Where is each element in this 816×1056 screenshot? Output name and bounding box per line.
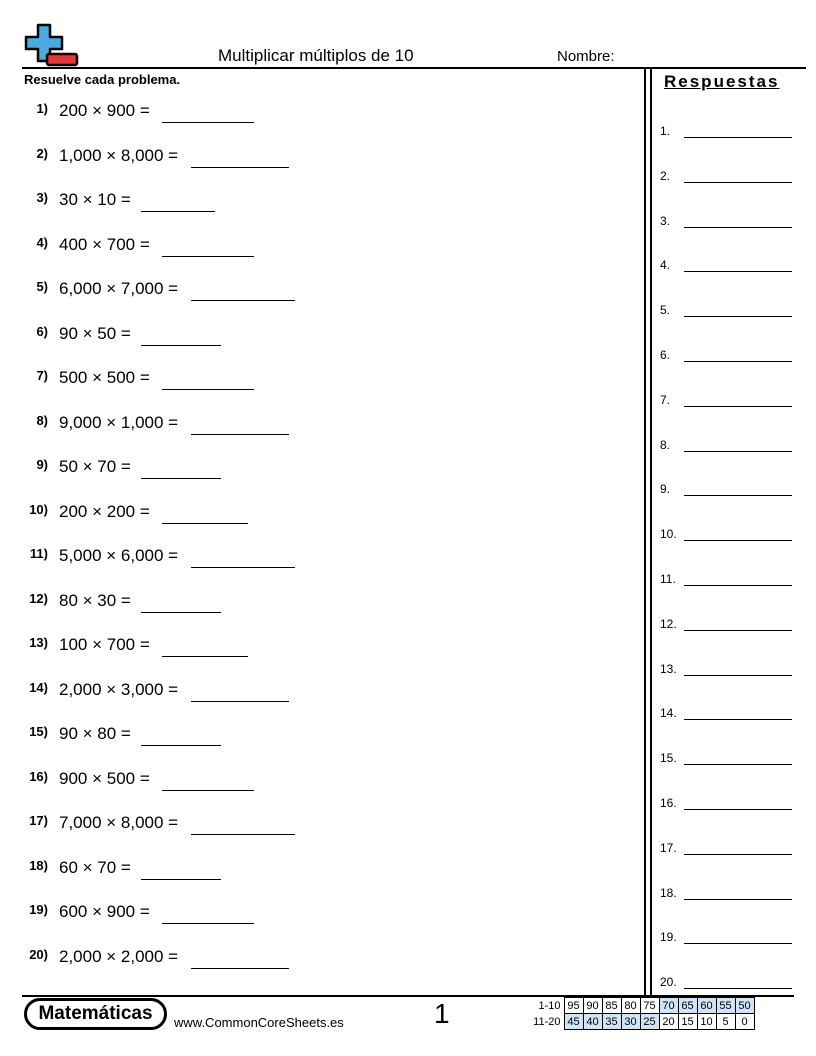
- problem-number: 17): [29, 813, 48, 828]
- answer-number: 11.: [660, 572, 676, 586]
- answer-blank[interactable]: [141, 345, 221, 346]
- problem-expression: 600 × 900 =: [59, 902, 150, 921]
- answer-blank[interactable]: [162, 389, 254, 390]
- answer-blank[interactable]: [162, 256, 254, 257]
- score-cell: 75: [640, 998, 659, 1014]
- answer-number: 9.: [660, 482, 671, 497]
- answer-column-divider: [644, 68, 646, 996]
- problem-expression: 100 × 700 =: [59, 635, 150, 654]
- answer-number: 3.: [660, 213, 671, 228]
- answer-item: [660, 617, 794, 633]
- problem-expression: 1,000 × 8,000 =: [59, 145, 179, 165]
- problem-number: 12): [29, 590, 48, 606]
- problem-expression: 400 × 700 =: [59, 234, 150, 254]
- problem-item: [24, 546, 624, 572]
- score-cell: 5: [716, 1014, 735, 1030]
- problem-number: 3): [36, 190, 48, 205]
- answer-number: 4.: [660, 258, 671, 273]
- problem-expression: 80 × 30 =: [59, 590, 131, 610]
- answer-item: [660, 303, 794, 319]
- answer-item: [660, 886, 794, 902]
- answer-blank[interactable]: [141, 879, 221, 880]
- answer-blank[interactable]: [162, 122, 254, 123]
- answer-line[interactable]: [684, 540, 792, 541]
- answer-line[interactable]: [684, 943, 792, 944]
- problem-number: 20): [29, 946, 48, 962]
- problem-item: [24, 591, 624, 617]
- answer-number: 10.: [660, 527, 677, 542]
- problem-item: [24, 146, 624, 172]
- answer-blank[interactable]: [162, 790, 254, 791]
- problem-expression: 2,000 × 3,000 =: [59, 679, 179, 699]
- answer-blank[interactable]: [162, 523, 248, 524]
- problem-item: [24, 279, 624, 305]
- problem-number: 6): [36, 323, 48, 339]
- problem-number: 10): [29, 501, 48, 517]
- answer-item: [660, 572, 794, 588]
- answer-number: 13.: [660, 661, 677, 676]
- problem-number: 16): [29, 768, 48, 784]
- problem-item: [24, 413, 624, 439]
- problem-number: 19): [29, 902, 48, 917]
- score-cell: 60: [697, 998, 716, 1014]
- problem-number: 5): [36, 279, 48, 294]
- instructions: Resuelve cada problema.: [24, 72, 181, 87]
- answer-blank[interactable]: [191, 834, 295, 835]
- score-cell: 10: [697, 1014, 716, 1030]
- header-divider: [22, 67, 806, 69]
- problem-item: [24, 680, 624, 706]
- answer-line[interactable]: [684, 630, 792, 631]
- answer-item: [660, 975, 794, 991]
- answer-line[interactable]: [684, 495, 792, 496]
- problem-expression: 200 × 900 =: [59, 101, 150, 120]
- problem-number: 1): [36, 101, 48, 116]
- answer-line[interactable]: [684, 899, 792, 900]
- answer-blank[interactable]: [191, 300, 295, 301]
- answer-item: [660, 169, 794, 185]
- score-cell: 25: [640, 1014, 659, 1030]
- problem-item: [24, 724, 624, 750]
- problem-item: [24, 190, 624, 216]
- score-cell: 35: [602, 1014, 621, 1030]
- problem-item: [24, 324, 624, 350]
- problem-item: [24, 947, 624, 973]
- answer-item: [660, 706, 794, 722]
- answer-line[interactable]: [684, 764, 792, 765]
- problem-number: 13): [29, 635, 48, 650]
- answer-number: 19.: [660, 930, 677, 945]
- problem-number: 4): [36, 234, 48, 250]
- score-cell: 85: [602, 998, 621, 1014]
- answer-line[interactable]: [684, 719, 792, 720]
- problem-expression: 5,000 × 6,000 =: [59, 546, 179, 565]
- answer-line[interactable]: [684, 361, 792, 362]
- problem-expression: 2,000 × 2,000 =: [59, 946, 179, 966]
- answer-line[interactable]: [684, 854, 792, 855]
- answer-item: [660, 527, 794, 543]
- score-cell: 50: [735, 998, 754, 1014]
- score-cell: 55: [716, 998, 735, 1014]
- problem-item: [24, 902, 624, 928]
- problem-number: 14): [29, 679, 48, 695]
- answer-item: [660, 841, 794, 857]
- answer-number: 20.: [660, 975, 677, 990]
- score-cell: 0: [735, 1014, 754, 1030]
- answer-blank[interactable]: [191, 701, 289, 702]
- problem-number: 2): [36, 145, 48, 161]
- answer-line[interactable]: [684, 182, 792, 183]
- answer-blank[interactable]: [141, 745, 221, 746]
- answer-number: 7.: [660, 392, 671, 407]
- answer-blank[interactable]: [141, 612, 221, 613]
- problem-item: [24, 368, 624, 394]
- answer-line[interactable]: [684, 316, 792, 317]
- answer-line[interactable]: [684, 585, 792, 586]
- score-row-label: 11-20: [533, 1015, 561, 1028]
- answer-line[interactable]: [684, 271, 792, 272]
- score-cell: 15: [678, 1014, 697, 1030]
- problem-expression: 60 × 70 =: [59, 857, 131, 877]
- answer-line[interactable]: [684, 988, 792, 989]
- problem-expression: 90 × 80 =: [59, 724, 131, 743]
- problem-expression: 900 × 500 =: [59, 768, 150, 788]
- answers-heading: Respuestas: [664, 72, 780, 91]
- score-cell: 95: [564, 998, 583, 1014]
- answer-item: [660, 930, 794, 946]
- subject-badge: Matemáticas: [24, 998, 167, 1030]
- problem-item: [24, 635, 624, 661]
- answer-number: 15.: [660, 751, 677, 766]
- answer-number: 1.: [660, 124, 671, 138]
- answer-item: [660, 258, 794, 274]
- answer-blank[interactable]: [191, 567, 295, 568]
- problem-item: [24, 813, 624, 839]
- problem-expression: 6,000 × 7,000 =: [59, 279, 179, 298]
- answer-line[interactable]: [684, 137, 792, 138]
- answer-line[interactable]: [684, 406, 792, 407]
- score-cell: 90: [583, 998, 602, 1014]
- score-cell: 40: [583, 1014, 602, 1030]
- page-title: Multiplicar múltiplos de 10: [218, 46, 414, 65]
- problem-item: [24, 502, 624, 528]
- answer-blank[interactable]: [141, 211, 215, 212]
- answer-number: 2.: [660, 168, 671, 183]
- problem-expression: 500 × 500 =: [59, 368, 150, 387]
- score-cell: 20: [659, 1014, 678, 1030]
- answer-item: [660, 482, 794, 498]
- problem-item: [24, 457, 624, 483]
- answer-item: [660, 796, 794, 812]
- answer-item: [660, 393, 794, 409]
- answer-blank[interactable]: [162, 923, 254, 924]
- answer-number: 5.: [660, 303, 671, 318]
- score-cell: 65: [678, 998, 697, 1014]
- answer-blank[interactable]: [191, 434, 289, 435]
- problem-expression: 90 × 50 =: [59, 323, 131, 343]
- answer-line[interactable]: [684, 227, 792, 228]
- answer-number: 8.: [660, 437, 671, 452]
- answer-column-divider: [650, 68, 652, 996]
- score-row: [528, 998, 754, 1014]
- answer-item: [660, 438, 794, 454]
- score-table: [528, 997, 755, 1030]
- problem-number: 8): [36, 412, 48, 428]
- problem-number: 11): [29, 546, 48, 561]
- problem-item: [24, 858, 624, 884]
- problem-expression: 9,000 × 1,000 =: [59, 412, 179, 432]
- problem-expression: 30 × 10 =: [59, 190, 131, 209]
- score-cell: 45: [564, 1014, 583, 1030]
- page-number: 1: [434, 998, 450, 1029]
- problem-expression: 50 × 70 =: [59, 457, 131, 476]
- answer-item: [660, 348, 794, 364]
- problem-expression: 200 × 200 =: [59, 501, 150, 521]
- problem-number: 7): [36, 368, 48, 383]
- answer-blank[interactable]: [191, 968, 289, 969]
- problem-item: [24, 769, 624, 795]
- score-cell: 30: [621, 1014, 640, 1030]
- problem-item: [24, 101, 624, 127]
- site-url: www.CommonCoreSheets.es: [174, 1015, 344, 1030]
- problem-number: 9): [36, 457, 48, 472]
- answer-item: [660, 214, 794, 230]
- answer-blank[interactable]: [191, 167, 289, 168]
- name-label: Nombre:: [557, 48, 615, 65]
- answer-number: 18.: [660, 885, 677, 900]
- score-row-label: 1-10: [538, 999, 561, 1012]
- plus-minus-logo-icon: [22, 22, 80, 68]
- problem-expression: 7,000 × 8,000 =: [59, 813, 179, 832]
- score-row: [528, 1014, 754, 1030]
- answer-item: [660, 124, 794, 140]
- answer-line[interactable]: [684, 675, 792, 676]
- problem-item: [24, 235, 624, 261]
- answer-line[interactable]: [684, 451, 792, 452]
- score-cell: 80: [621, 998, 640, 1014]
- answer-number: 14.: [660, 706, 677, 721]
- answer-number: 16.: [660, 796, 677, 810]
- problem-number: 18): [29, 857, 48, 873]
- problem-number: 15): [29, 724, 48, 739]
- answer-blank[interactable]: [162, 656, 248, 657]
- answer-number: 17.: [660, 840, 677, 855]
- answer-item: [660, 662, 794, 678]
- answer-number: 6.: [660, 348, 671, 362]
- score-cell: 70: [659, 998, 678, 1014]
- answer-blank[interactable]: [141, 478, 221, 479]
- answer-item: [660, 751, 794, 767]
- answer-line[interactable]: [684, 809, 792, 810]
- answer-number: 12.: [660, 616, 677, 631]
